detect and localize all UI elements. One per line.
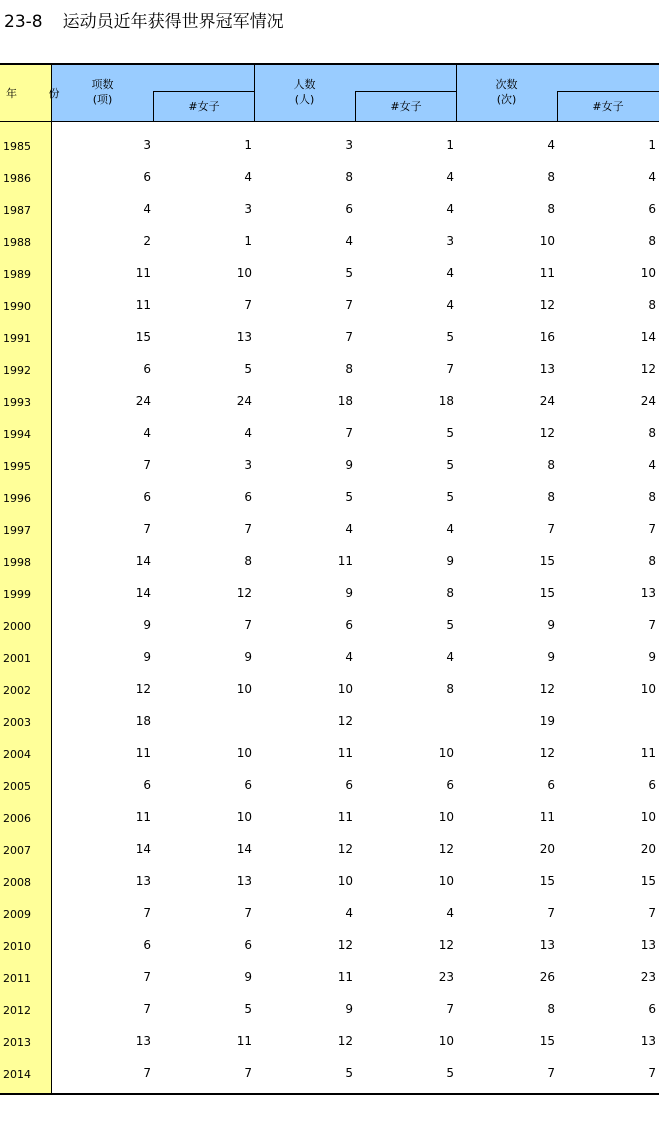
cell-people: 4 [345,522,353,536]
cell-items-f: 4 [244,426,252,440]
table-row [0,609,659,641]
cell-times: 8 [547,490,555,504]
cell-times-f: 8 [648,426,656,440]
table-row [0,513,659,545]
row-year: 2010 [3,940,31,953]
cell-people: 11 [337,746,353,760]
cell-people: 5 [345,1066,353,1080]
row-year: 2012 [3,1004,31,1017]
table-row [0,993,659,1025]
row-year: 2001 [3,652,31,665]
subheader-line-times [557,91,659,92]
statistics-table [0,63,659,1095]
cell-times: 6 [547,778,555,792]
cell-people: 9 [345,586,353,600]
cell-times: 11 [539,266,555,280]
cell-items: 9 [143,618,151,632]
cell-items: 14 [135,842,151,856]
cell-people-f: 4 [446,202,454,216]
cell-items-f: 11 [236,1034,252,1048]
table-row [0,961,659,993]
header-divider-people [254,65,255,122]
cell-people: 5 [345,490,353,504]
cell-times: 13 [539,362,555,376]
cell-people: 10 [337,682,353,696]
cell-items: 11 [135,298,151,312]
table-row [0,289,659,321]
cell-people: 12 [337,714,353,728]
cell-times-f: 10 [640,266,656,280]
cell-times-f: 4 [648,170,656,184]
cell-people: 11 [337,810,353,824]
table-row [0,321,659,353]
cell-items-f: 3 [244,458,252,472]
cell-people: 12 [337,1034,353,1048]
cell-items-f: 7 [244,618,252,632]
cell-items-f: 12 [236,586,252,600]
cell-items-f: 4 [244,170,252,184]
cell-items: 15 [135,330,151,344]
cell-times-f: 20 [640,842,656,856]
row-year: 1989 [3,268,31,281]
cell-people-f: 7 [446,362,454,376]
table-row [0,897,659,929]
cell-items: 4 [143,426,151,440]
cell-times-f: 9 [648,650,656,664]
row-year: 2014 [3,1068,31,1081]
cell-people-f: 6 [446,778,454,792]
header-year: 年 份 [6,87,74,100]
cell-times-f: 12 [640,362,656,376]
cell-times: 15 [539,586,555,600]
cell-times-f: 8 [648,490,656,504]
cell-times: 8 [547,1002,555,1016]
table-row [0,193,659,225]
cell-times-f: 15 [640,874,656,888]
table-row [0,865,659,897]
header-times: 次数 (次) [495,78,518,106]
table-row [0,641,659,673]
table-row [0,1057,659,1089]
cell-times-f: 7 [648,1066,656,1080]
cell-times: 15 [539,1034,555,1048]
cell-times: 15 [539,554,555,568]
cell-items: 12 [135,682,151,696]
cell-people-f: 5 [446,490,454,504]
cell-times-f: 1 [648,138,656,152]
table-number: 23-8 [4,12,43,32]
table-row [0,385,659,417]
cell-items-f: 7 [244,1066,252,1080]
cell-times-f: 7 [648,618,656,632]
table-row [0,737,659,769]
cell-items: 7 [143,906,151,920]
row-year: 2005 [3,780,31,793]
cell-times: 24 [539,394,555,408]
cell-people-f: 8 [446,682,454,696]
cell-items: 6 [143,490,151,504]
cell-items: 4 [143,202,151,216]
row-year: 1992 [3,364,31,377]
cell-people-f: 10 [438,746,454,760]
cell-people-f: 4 [446,266,454,280]
cell-times-f: 8 [648,234,656,248]
cell-items-f: 10 [236,810,252,824]
row-year: 1997 [3,524,31,537]
table-row [0,225,659,257]
row-year: 1986 [3,172,31,185]
cell-times-f: 14 [640,330,656,344]
header-items-female: #女子 [188,100,220,113]
cell-times-f: 4 [648,458,656,472]
cell-times: 7 [547,522,555,536]
cell-people-f: 10 [438,1034,454,1048]
table-row [0,353,659,385]
header-items: 项数 (项) [91,78,114,106]
cell-items-f: 13 [236,874,252,888]
cell-times: 4 [547,138,555,152]
cell-people-f: 4 [446,522,454,536]
cell-items: 3 [143,138,151,152]
cell-people-f: 4 [446,298,454,312]
row-year: 1998 [3,556,31,569]
cell-people: 7 [345,298,353,312]
row-year: 1993 [3,396,31,409]
cell-items: 7 [143,458,151,472]
cell-people-f: 12 [438,842,454,856]
table-row [0,545,659,577]
row-year: 2006 [3,812,31,825]
cell-items: 24 [135,394,151,408]
row-year: 1996 [3,492,31,505]
cell-times-f: 13 [640,1034,656,1048]
cell-times: 12 [539,746,555,760]
row-year: 2009 [3,908,31,921]
subheader-line-items [153,91,254,92]
cell-times-f: 6 [648,1002,656,1016]
cell-times: 20 [539,842,555,856]
cell-people: 9 [345,458,353,472]
header-divider-times [456,65,457,122]
cell-items: 18 [135,714,151,728]
table-row [0,417,659,449]
row-year: 2004 [3,748,31,761]
cell-people: 7 [345,330,353,344]
cell-items-f: 13 [236,330,252,344]
cell-people: 4 [345,906,353,920]
cell-times-f: 10 [640,810,656,824]
table-row [0,161,659,193]
cell-items: 7 [143,1066,151,1080]
table-row [0,577,659,609]
cell-times-f: 8 [648,298,656,312]
cell-items-f: 10 [236,682,252,696]
row-year: 1994 [3,428,31,441]
cell-people-f: 5 [446,330,454,344]
cell-people-f: 23 [438,970,454,984]
row-year: 1990 [3,300,31,313]
header-people: 人数 (人) [293,78,316,106]
cell-people-f: 5 [446,458,454,472]
cell-items-f: 14 [236,842,252,856]
cell-items: 14 [135,554,151,568]
cell-times-f: 24 [640,394,656,408]
row-year: 2003 [3,716,31,729]
cell-times: 12 [539,426,555,440]
cell-people-f: 4 [446,906,454,920]
cell-times: 7 [547,1066,555,1080]
cell-people-f: 12 [438,938,454,952]
cell-items: 7 [143,1002,151,1016]
cell-items: 6 [143,778,151,792]
cell-items-f: 5 [244,1002,252,1016]
cell-people-f: 10 [438,810,454,824]
cell-people-f: 5 [446,1066,454,1080]
subheader-divider-people [355,91,356,122]
row-year: 1988 [3,236,31,249]
cell-people: 12 [337,938,353,952]
cell-items-f: 6 [244,490,252,504]
cell-items: 11 [135,266,151,280]
cell-people: 3 [345,138,353,152]
row-year: 1999 [3,588,31,601]
cell-items-f: 1 [244,234,252,248]
cell-people-f: 10 [438,874,454,888]
table-title-text: 运动员近年获得世界冠军情况 [62,12,284,32]
cell-people: 10 [337,874,353,888]
cell-people: 7 [345,426,353,440]
cell-people: 11 [337,554,353,568]
cell-people: 5 [345,266,353,280]
cell-people-f: 5 [446,618,454,632]
cell-times: 11 [539,810,555,824]
cell-items: 13 [135,1034,151,1048]
cell-times: 7 [547,906,555,920]
cell-people-f: 4 [446,650,454,664]
cell-times-f: 13 [640,938,656,952]
cell-times: 10 [539,234,555,248]
subheader-line-people [355,91,456,92]
cell-times-f: 6 [648,778,656,792]
row-year: 2011 [3,972,31,985]
table-row [0,705,659,737]
cell-times: 15 [539,874,555,888]
cell-items: 6 [143,170,151,184]
cell-people: 6 [345,778,353,792]
cell-times: 26 [539,970,555,984]
cell-items: 11 [135,746,151,760]
cell-items-f: 6 [244,938,252,952]
table-row [0,833,659,865]
cell-people-f: 1 [446,138,454,152]
table-row [0,673,659,705]
cell-people-f: 9 [446,554,454,568]
cell-items: 14 [135,586,151,600]
row-year: 2000 [3,620,31,633]
cell-items-f: 8 [244,554,252,568]
row-year: 1987 [3,204,31,217]
table-row [0,257,659,289]
cell-items: 9 [143,650,151,664]
cell-times: 13 [539,938,555,952]
cell-items-f: 10 [236,266,252,280]
cell-people-f: 5 [446,426,454,440]
cell-items: 11 [135,810,151,824]
cell-times: 12 [539,682,555,696]
cell-times: 9 [547,618,555,632]
subheader-divider-items [153,91,154,122]
cell-items-f: 5 [244,362,252,376]
cell-times-f: 6 [648,202,656,216]
cell-people-f: 8 [446,586,454,600]
cell-times: 8 [547,458,555,472]
cell-times-f: 23 [640,970,656,984]
subheader-divider-times [557,91,558,122]
cell-items-f: 9 [244,650,252,664]
cell-times-f: 13 [640,586,656,600]
cell-people: 4 [345,650,353,664]
table-row [0,449,659,481]
row-year: 1991 [3,332,31,345]
table-row [0,801,659,833]
cell-people: 6 [345,618,353,632]
cell-items: 6 [143,938,151,952]
cell-times: 16 [539,330,555,344]
cell-people: 8 [345,362,353,376]
table-row [0,1025,659,1057]
cell-people: 4 [345,234,353,248]
header-times-female: #女子 [592,100,624,113]
row-year: 2008 [3,876,31,889]
row-year: 1985 [3,140,31,153]
cell-times-f: 10 [640,682,656,696]
cell-people-f: 7 [446,1002,454,1016]
cell-times: 19 [539,714,555,728]
cell-times-f: 11 [640,746,656,760]
cell-times-f: 8 [648,554,656,568]
cell-items-f: 7 [244,522,252,536]
cell-items: 13 [135,874,151,888]
cell-items-f: 10 [236,746,252,760]
table-title [4,7,284,32]
cell-people: 12 [337,842,353,856]
row-year: 1995 [3,460,31,473]
cell-people: 11 [337,970,353,984]
cell-people: 6 [345,202,353,216]
cell-times: 8 [547,170,555,184]
cell-times: 9 [547,650,555,664]
table-row [0,481,659,513]
cell-times-f: 7 [648,906,656,920]
cell-times-f: 7 [648,522,656,536]
year-header-divider [0,121,52,122]
cell-items-f: 9 [244,970,252,984]
cell-people: 9 [345,1002,353,1016]
cell-items: 6 [143,362,151,376]
row-year: 2013 [3,1036,31,1049]
header-people-female: #女子 [390,100,422,113]
table-row [0,769,659,801]
row-year: 2007 [3,844,31,857]
cell-people-f: 3 [446,234,454,248]
cell-items-f: 3 [244,202,252,216]
cell-items: 7 [143,522,151,536]
cell-items-f: 7 [244,298,252,312]
row-year: 2002 [3,684,31,697]
cell-items: 7 [143,970,151,984]
table-row [0,929,659,961]
cell-times: 8 [547,202,555,216]
table-row [0,129,659,161]
cell-people-f: 18 [438,394,454,408]
cell-items-f: 7 [244,906,252,920]
cell-times: 12 [539,298,555,312]
cell-people: 18 [337,394,353,408]
cell-items-f: 1 [244,138,252,152]
cell-items-f: 6 [244,778,252,792]
cell-items-f: 24 [236,394,252,408]
cell-people-f: 4 [446,170,454,184]
cell-people: 8 [345,170,353,184]
cell-items: 2 [143,234,151,248]
